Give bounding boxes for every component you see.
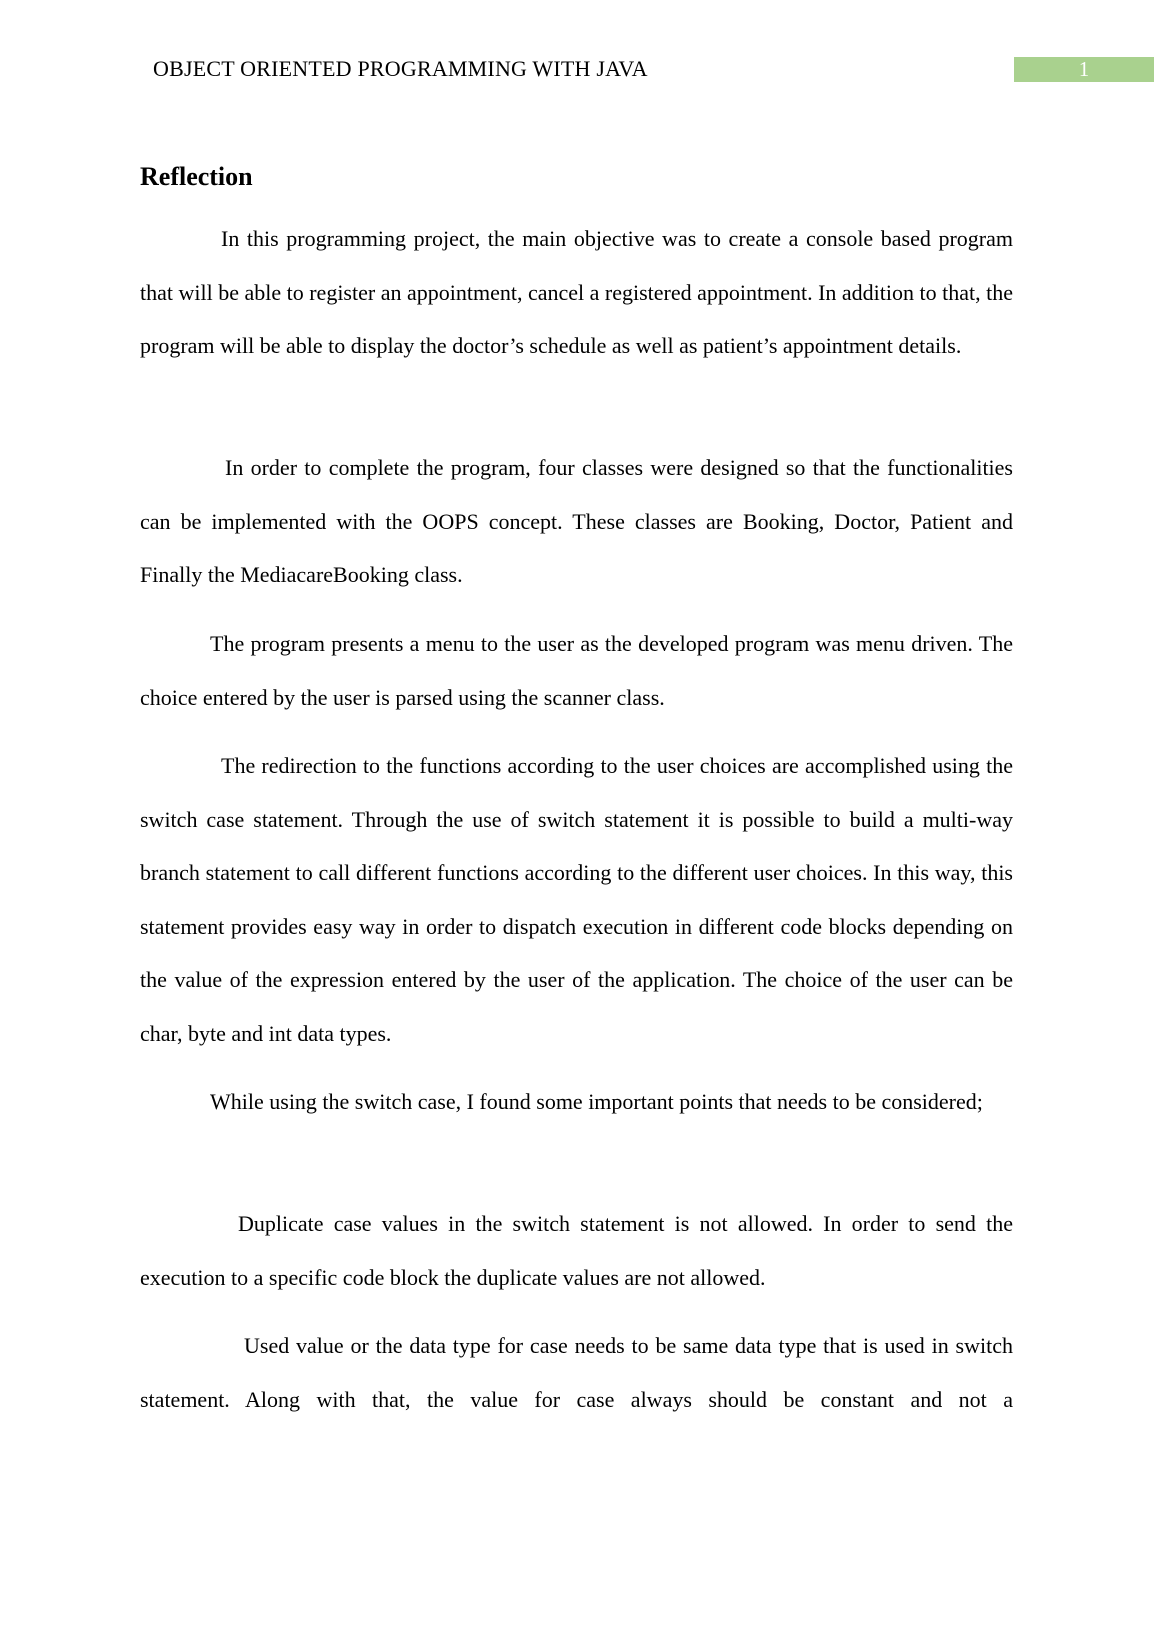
paragraph-duplicate-values: Duplicate case values in the switch statement is not allowed. In order to send the execution to a specific code block the duplicate values are not allowed. <box>140 1211 1013 1290</box>
paragraph-classes: In order to complete the program, four classes were designed so that the functionalities can be implemented with the OOPS concept. These classes are Booking, Doctor, Patient and Finally the MediacareBooking class. <box>140 455 1013 587</box>
section-heading: Reflection <box>140 162 253 191</box>
paragraph-switch-case: The redirection to the functions according to the user choices are accomplished using the switch case statement. Through the use of switch statement it is possible to build a multi-way branch statement to call different functions according to the different user choices. In this way, this statement provides easy way in order to dispatch execution in different code blocks depending on the value of the expression entered by the user of the application. The choice of the user can be char, byte and int data types. <box>140 753 1013 1046</box>
paragraph-menu: The program presents a menu to the user as the developed program was menu driven. The choice entered by the user is parsed using the scanner class. <box>140 631 1013 710</box>
paragraph-important-points: While using the switch case, I found some important points that needs to be considered; <box>210 1089 983 1114</box>
running-head: OBJECT ORIENTED PROGRAMMING WITH JAVA <box>153 56 648 81</box>
paragraph-objective: In this programming project, the main objective was to create a console based program that will be able to register an appointment, cancel a registered appointment. In addition to that, the program will be able to display the doctor’s schedule as well as patient’s appointment details. <box>140 226 1013 358</box>
paragraph-data-type: Used value or the data type for case needs to be same data type that is used in switch statement. Along with that, the value for case always should be constant and not a <box>140 1333 1013 1412</box>
page-number: 1 <box>1014 57 1154 82</box>
